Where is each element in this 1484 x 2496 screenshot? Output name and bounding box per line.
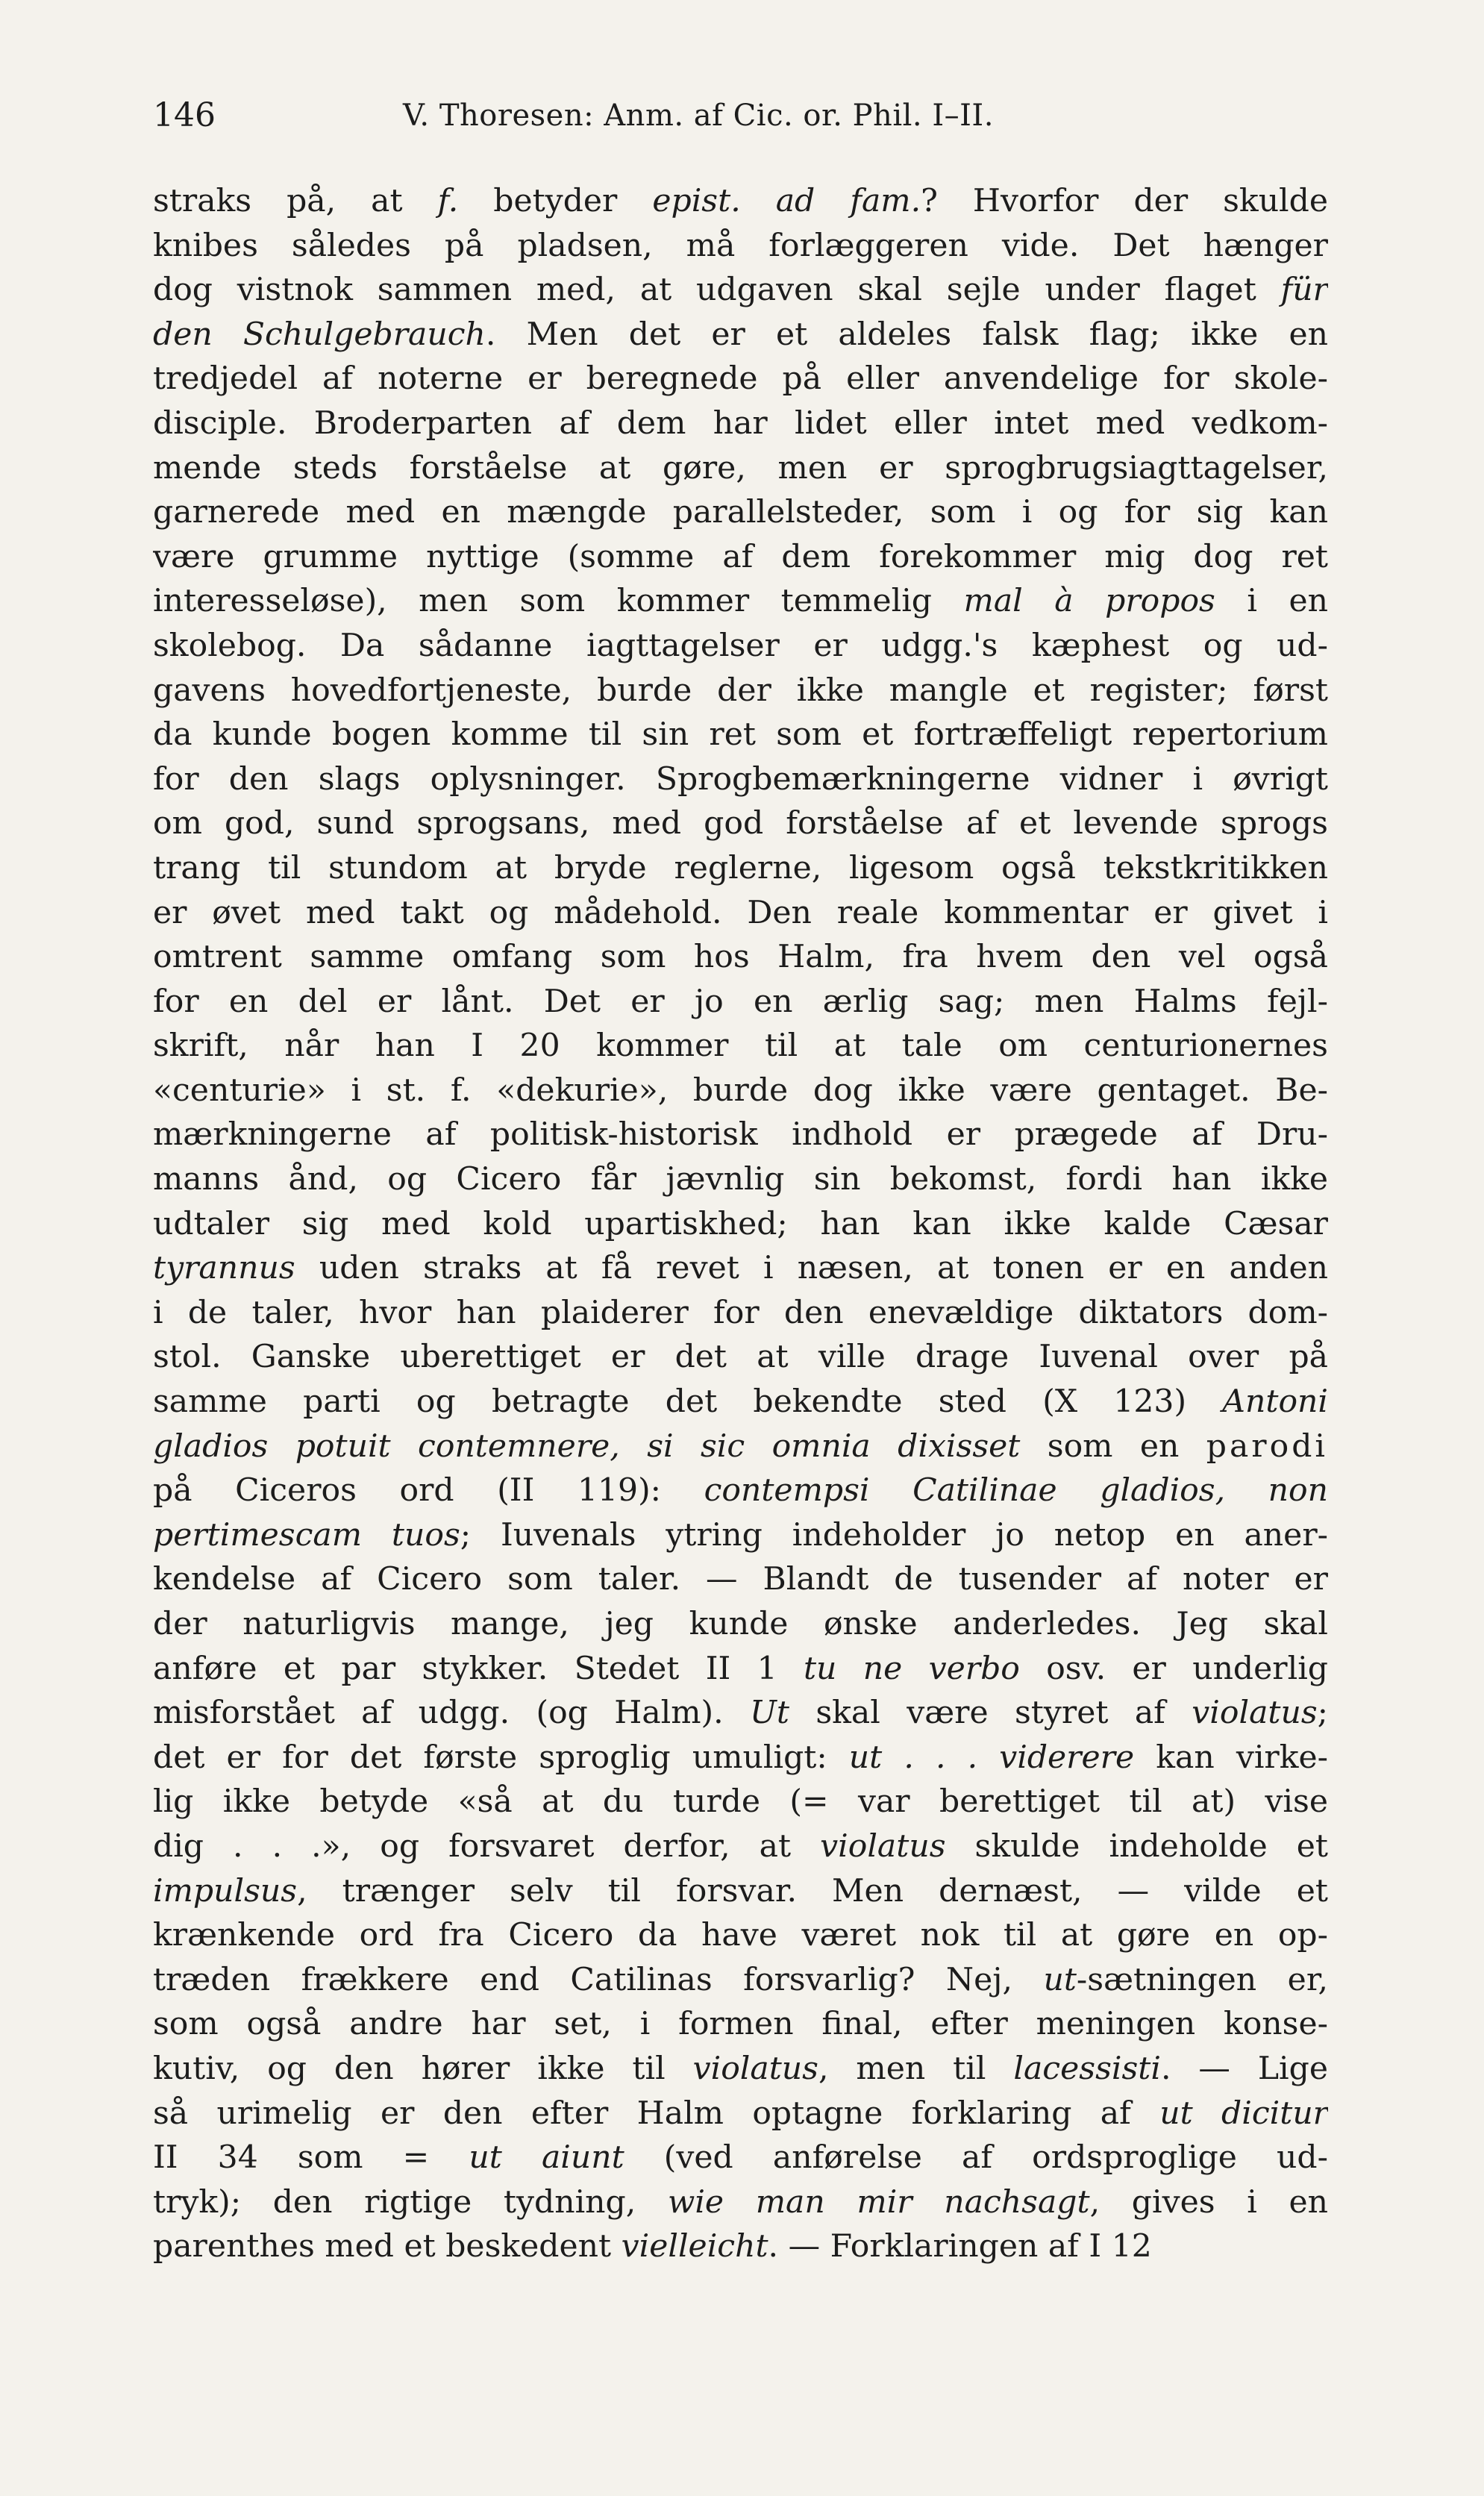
text-run: manns ånd, og Cicero får jævnlig sin bekomst, fordi han ikke [153, 1161, 1328, 1198]
text-line [153, 490, 1328, 535]
text-line [153, 1780, 1328, 1824]
italic-text: lacessisti [1013, 2050, 1161, 2087]
text-run: «centurie» i st. f. «dekurie», burde dog ikke være gentaget. Be- [153, 1072, 1328, 1109]
text-line [153, 1380, 1328, 1424]
text-run: tredjedel af noterne er beregnede på eller anvendelige for skole- [153, 360, 1328, 398]
text-run: stol. Ganske uberettiget er det at ville drage Iuvenal over på [153, 1339, 1328, 1376]
italic-text: impulsus [153, 1872, 298, 1909]
text-line [153, 1113, 1328, 1157]
italic-text: vielleicht [621, 2228, 768, 2265]
text-line [153, 1424, 1328, 1469]
text-run: være grumme nyttige (somme af dem forekommer mig dog ret [153, 538, 1328, 575]
text-line [153, 1824, 1328, 1869]
text-line [153, 579, 1328, 624]
text-run: der naturligvis mange, jeg kunde ønske anderledes. Jeg skal [153, 1606, 1328, 1642]
text-line [153, 2136, 1328, 2180]
text-run: omtrent samme omfang som hos Halm, fra hvem den vel også [153, 939, 1328, 976]
text-line [153, 1024, 1328, 1069]
running-head-title: V. Thoresen: Anm. af Cic. or. Phil. I–II. [403, 98, 994, 133]
text-line [153, 2047, 1328, 2092]
text-run: osv. er underlig [1019, 1650, 1328, 1687]
text-run: det er for det første sproglig umuligt: [153, 1739, 849, 1776]
text-run: skrift, når han I 20 kommer til at tale om centurionernes [153, 1028, 1328, 1065]
italic-text: f. [437, 183, 459, 219]
text-line [153, 669, 1328, 713]
text-line [153, 980, 1328, 1025]
italic-text: Ut [750, 1695, 789, 1732]
text-run: uden straks at få revet i næsen, at tonen er en anden [295, 1250, 1328, 1287]
text-line [153, 1069, 1328, 1113]
text-run: (ved anførelse af ordsproglige ud- [624, 2139, 1328, 2177]
text-run: som en [1020, 1427, 1206, 1465]
text-line [153, 2180, 1328, 2225]
text-run: ? Hvorfor der skulde [921, 183, 1328, 219]
text-run: kan virke- [1134, 1739, 1328, 1776]
text-run: kendelse af Cicero som taler. — Blandt de tusender af noter er [153, 1561, 1328, 1598]
text-run: straks på, at [153, 183, 438, 219]
text-run: interesseløse), men som kommer temmelig [153, 583, 964, 620]
text-line [153, 1157, 1328, 1202]
text-run: mærkningerne af politisk-historisk indhold er prægede af Dru- [153, 1116, 1328, 1154]
text-run: , gives i en [1089, 2183, 1328, 2221]
text-run: skal være styret af [789, 1695, 1192, 1732]
text-line [153, 1468, 1328, 1513]
text-run: . — Lige [1160, 2050, 1328, 2087]
text-line [153, 1246, 1328, 1291]
text-line [153, 1557, 1328, 1602]
text-run: gavens hovedfortjeneste, burde der ikke mangle et register; først [153, 672, 1328, 709]
text-run: anføre et par stykker. Stedet II 1 [153, 1650, 804, 1687]
italic-text: pertimescam tuos [153, 1516, 460, 1554]
text-line [153, 313, 1328, 357]
italic-text: tu ne verbo [803, 1650, 1020, 1687]
text-run: , trænger selv til forsvar. Men dernæst, — vilde et [297, 1872, 1328, 1909]
text-line [153, 2224, 1328, 2269]
text-run: knibes således på pladsen, må forlæggeren vide. Det hænger [153, 227, 1328, 264]
text-line [153, 179, 1328, 224]
text-line [153, 1869, 1328, 1914]
text-run: samme parti og betragte det bekendte sted (X 123) [153, 1383, 1223, 1421]
text-line [153, 757, 1328, 802]
text-run: mende steds forståelse at gøre, men er sprogbrugsiagttagelser, [153, 449, 1328, 487]
italic-text: mal à propos [963, 583, 1215, 620]
text-run: II 34 som = [153, 2139, 469, 2177]
text-run: på Ciceros ord (II 119): [153, 1472, 704, 1510]
text-run: disciple. Broderparten af dem har lidet eller intet med vedkom- [153, 404, 1328, 442]
italic-text: ut . . . viderere [848, 1739, 1135, 1776]
text-run: ; Iuvenals ytring indeholder jo netop en aner- [460, 1516, 1328, 1554]
text-line [153, 624, 1328, 669]
text-line [153, 846, 1328, 891]
italic-text: violatus [692, 2050, 818, 2087]
text-line [153, 1513, 1328, 1558]
text-line [153, 2092, 1328, 2136]
text-run: så urimelig er den efter Halm optagne forklaring af [153, 2095, 1160, 2132]
text-run: om god, sund sprogsans, med god forståelse af et levende sprogs [153, 805, 1328, 842]
text-run: træden frækkere end Catilinas forsvarlig? Nej, [153, 1961, 1044, 1998]
text-run: dog vistnok sammen med, at udgaven skal sejle under flaget [153, 272, 1281, 309]
text-run: . — Forklaringen af I 12 [768, 2228, 1152, 2265]
italic-text: contempsi Catilinae gladios, non [704, 1472, 1328, 1510]
italic-text: violatus [1192, 1695, 1318, 1732]
text-run: skulde indeholde et [945, 1827, 1328, 1865]
running-head [153, 90, 1328, 142]
text-line [153, 1335, 1328, 1380]
italic-text: gladios potuit contemnere, si sic omnia dixisset [153, 1427, 1021, 1465]
text-run: krænkende ord fra Cicero da have været nok til at gøre en op- [153, 1917, 1328, 1954]
text-run: som også andre har set, i formen final, efter meningen konse- [153, 2006, 1328, 2043]
italic-text: den Schulgebrauch [153, 316, 486, 353]
italic-text: ut [1043, 1961, 1077, 1998]
text-line [153, 1602, 1328, 1647]
italic-text: ut aiunt [469, 2139, 624, 2177]
text-line [153, 713, 1328, 757]
text-run: i de taler, hvor han plaiderer for den enevældige diktators dom- [153, 1294, 1328, 1331]
text-run: betyder [458, 183, 653, 219]
text-line [153, 268, 1328, 313]
text-run: tryk); den rigtige tydning, [153, 2183, 668, 2221]
body-text [153, 179, 1328, 2269]
text-line [153, 1913, 1328, 1958]
text-run: . Men det er et aldeles falsk flag; ikke en [485, 316, 1328, 353]
text-run: dig . . .», og forsvaret derfor, at [153, 1827, 821, 1865]
text-run: da kunde bogen komme til sin ret som et fortræffeligt repertorium [153, 716, 1328, 754]
text-run: -sætningen er, [1076, 1961, 1328, 1998]
text-line [153, 935, 1328, 980]
text-line [153, 1958, 1328, 2003]
text-run: misforstået af udgg. (og Halm). [153, 1695, 751, 1732]
text-run: trang til stundom at bryde reglerne, ligesom også tekstkritikken [153, 849, 1328, 886]
italic-text: ut dicitur [1159, 2095, 1328, 2132]
text-run: lig ikke betyde «så at du turde (= var berettiget til at) vise [153, 1783, 1328, 1821]
text-run: er øvet med takt og mådehold. Den reale kommentar er givet i [153, 894, 1328, 931]
text-line [153, 535, 1328, 580]
page-number: 146 [153, 96, 216, 134]
text-line [153, 1647, 1328, 1692]
text-run: ; [1317, 1695, 1328, 1732]
text-line [153, 891, 1328, 936]
italic-text: epist. ad fam. [652, 183, 921, 219]
page [153, 90, 1328, 2269]
text-line [153, 224, 1328, 269]
italic-text: wie man mir nachsagt [667, 2183, 1090, 2221]
text-line [153, 801, 1328, 846]
italic-text: violatus [820, 1827, 946, 1865]
text-line [153, 1736, 1328, 1780]
text-run: for den slags oplysninger. Sprogbemærkningerne vidner i øvrigt [153, 760, 1328, 798]
spaced-text: parodi [1206, 1427, 1328, 1465]
text-run: skolebog. Da sådanne iagttagelser er udgg.'s kæphest og ud- [153, 627, 1328, 664]
text-line [153, 357, 1328, 401]
text-line [153, 446, 1328, 491]
text-run: udtaler sig med kold upartiskhed; han kan ikke kalde Cæsar [153, 1205, 1328, 1242]
text-line [153, 1691, 1328, 1736]
text-run: , men til [818, 2050, 1014, 2087]
text-line [153, 1202, 1328, 1247]
text-line [153, 401, 1328, 446]
text-run: kutiv, og den hører ikke til [153, 2050, 693, 2087]
italic-text: Antoni [1222, 1383, 1328, 1421]
italic-text: tyrannus [153, 1250, 295, 1287]
text-run: parenthes med et beskedent [153, 2228, 622, 2265]
text-line [153, 2002, 1328, 2047]
text-line [153, 1291, 1328, 1336]
text-run: garnerede med en mængde parallelsteder, som i og for sig kan [153, 494, 1328, 531]
italic-text: für [1280, 272, 1328, 309]
text-run: i en [1215, 583, 1328, 620]
text-run: for en del er lånt. Det er jo en ærlig sag; men Halms fejl- [153, 983, 1328, 1020]
